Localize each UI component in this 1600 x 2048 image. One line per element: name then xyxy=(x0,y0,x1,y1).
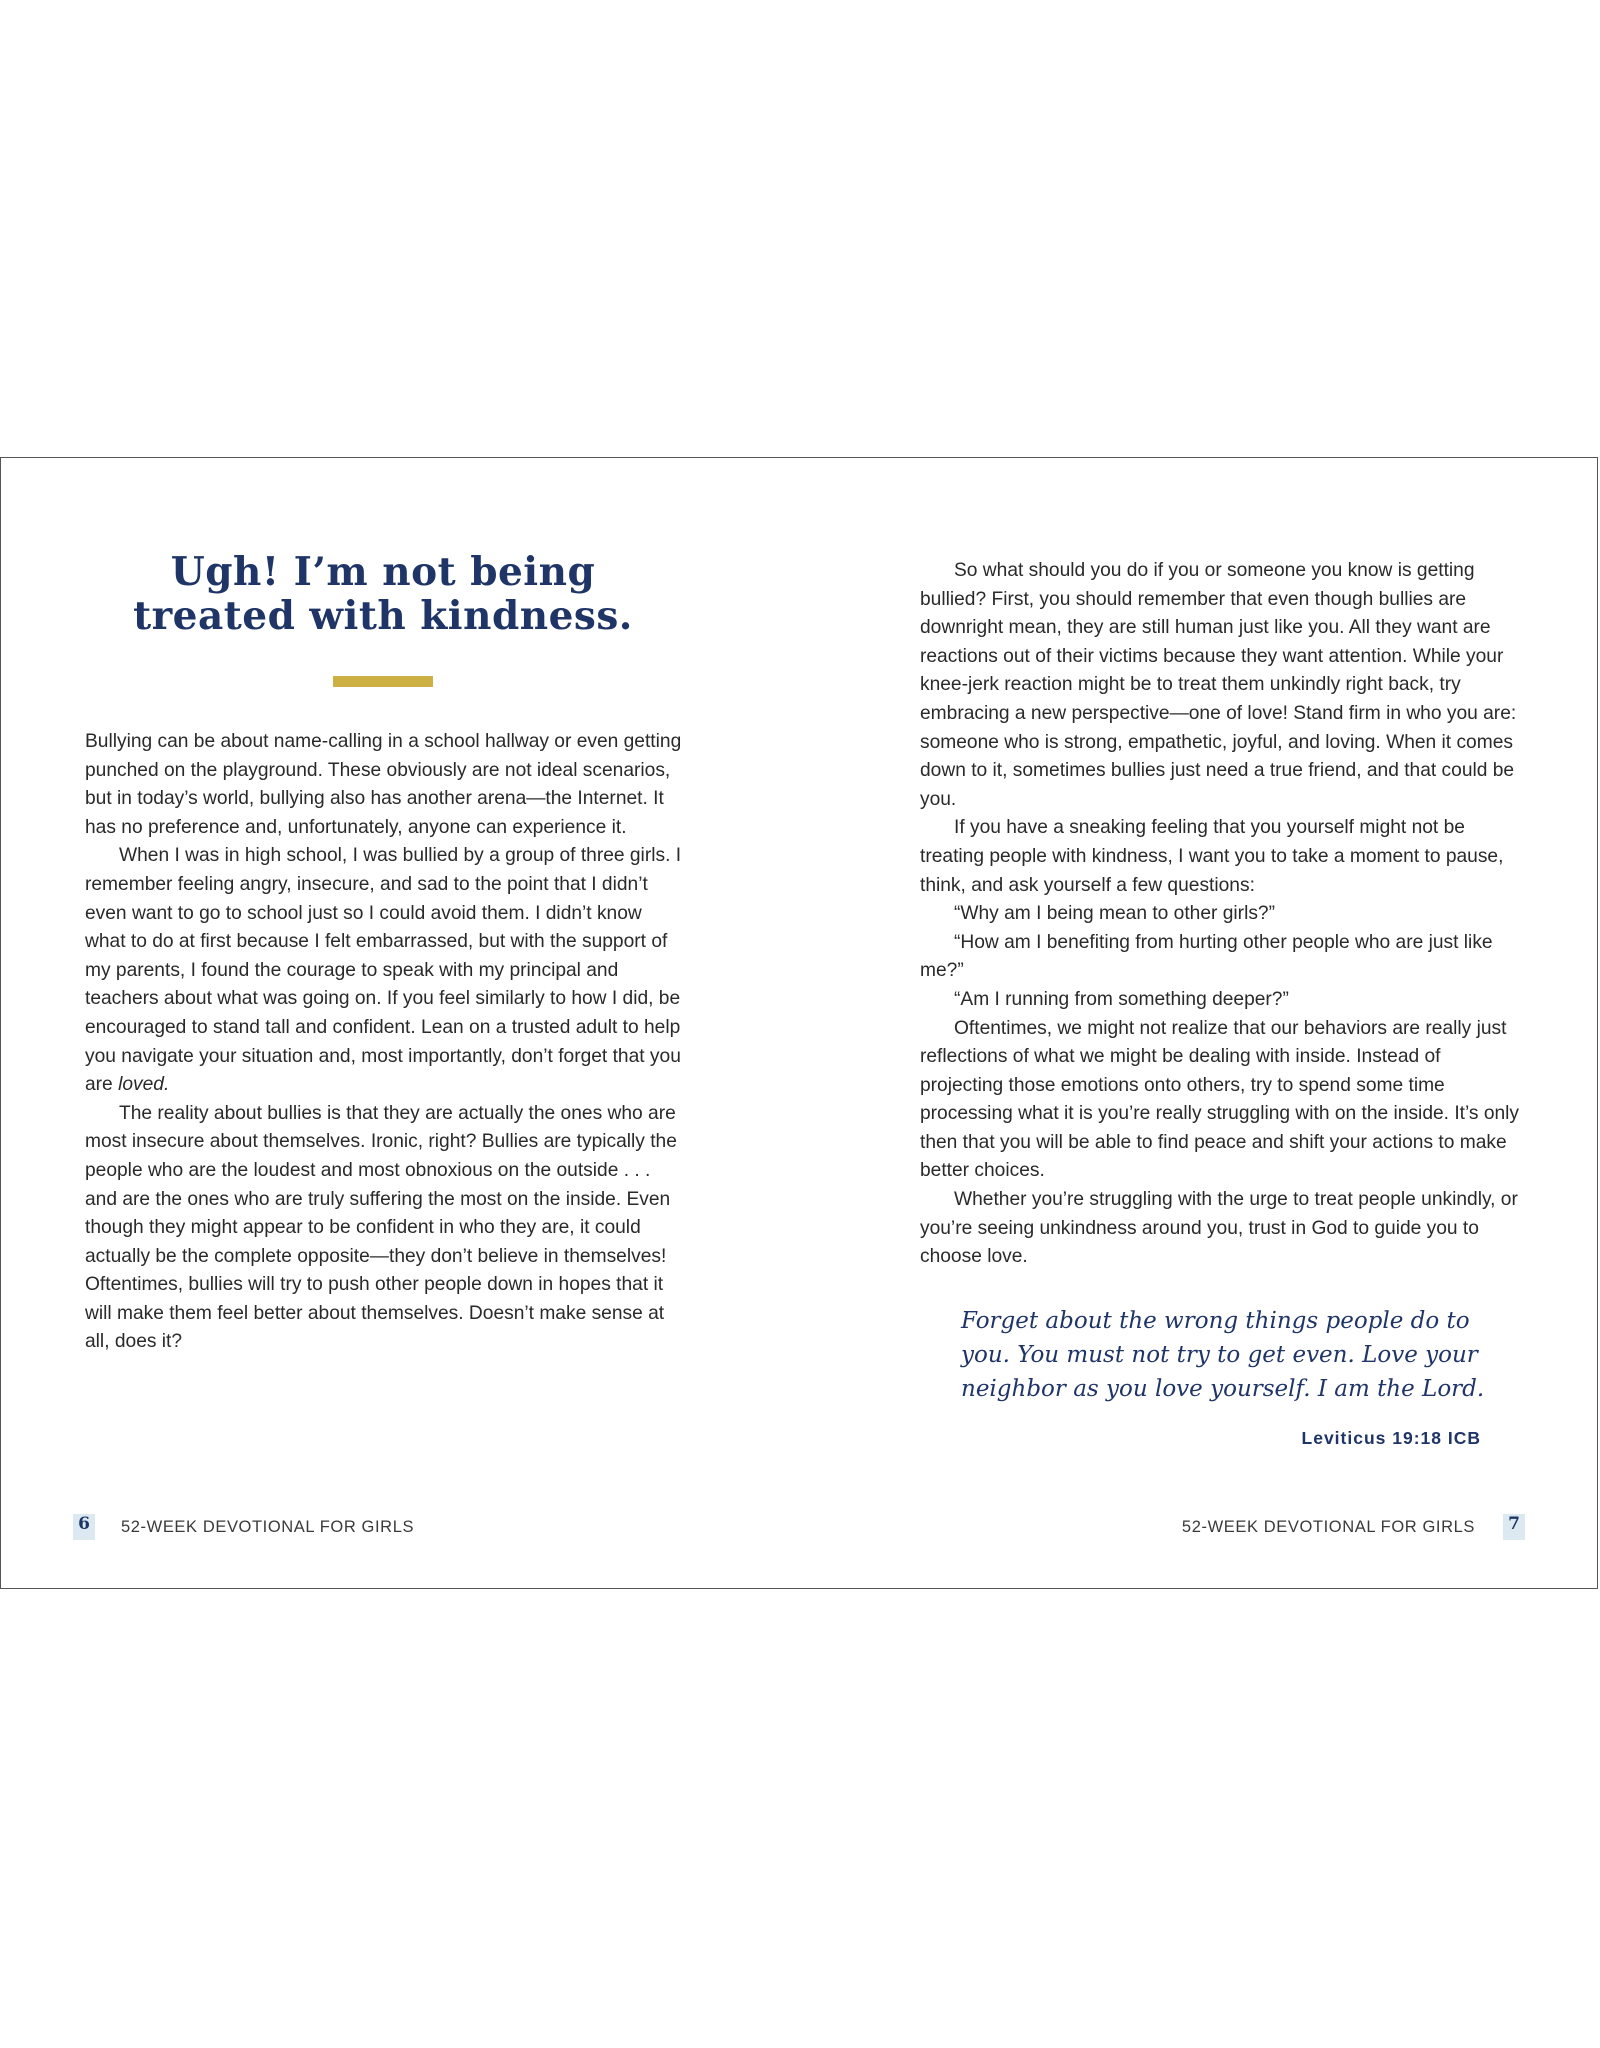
right-body-text xyxy=(920,557,1520,1272)
chapter-title-line-1: Ugh! I’m not being xyxy=(170,549,596,595)
chapter-title xyxy=(85,550,681,638)
chapter-title-line-2: treated with kindness. xyxy=(133,593,633,639)
left-page xyxy=(1,458,801,1588)
paragraph: Whether you’re struggling with the urge to treat people unkindly, or you’re seeing unkindness around you, trust in God to guide you to choose love. xyxy=(920,1189,1518,1268)
right-footer xyxy=(1182,1513,1525,1541)
paragraph: So what should you do if you or someone you know is getting bullied? First, you should remember that even though bullies are downright mean, they are still human just like you. All they want are reactions out of their victims because they want attention. While your knee-jerk reaction might be to treat them unkindly right back, try embracing a new perspective—one of love! Stand firm in who you are: someone who is strong, empathetic, joyful, and loving. When it comes down to it, sometimes bullies just need a true friend, and that could be you. xyxy=(920,560,1517,810)
page-number: 6 xyxy=(73,1514,95,1540)
title-divider xyxy=(333,676,433,687)
paragraph: Bullying can be about name-calling in a school hallway or even getting punched on the playground. These obviously are not ideal scenarios, but in today’s world, bullying also has another arena—the Internet. It has no preference and, unfortunately, anyone can experience it. xyxy=(85,731,682,838)
left-body-text xyxy=(85,728,685,1357)
paragraph: If you have a sneaking feeling that you yourself might not be treating people with kindness, I want you to take a moment to pause, think, and ask yourself a few questions: xyxy=(920,817,1504,896)
question: “Am I running from something deeper?” xyxy=(954,988,1289,1010)
question: “Why am I being mean to other girls?” xyxy=(954,903,1275,925)
scripture-verse: Forget about the wrong things people do to you. You must not try to get even. Love your neighbor as you love yourself. I am the Lord. xyxy=(961,1308,1485,1402)
page-number: 7 xyxy=(1503,1514,1525,1540)
book-spread xyxy=(0,457,1598,1589)
scripture-reference: Leviticus 19:18 ICB xyxy=(1301,1428,1481,1448)
right-page xyxy=(801,458,1599,1588)
running-head: 52-WEEK DEVOTIONAL FOR GIRLS xyxy=(121,1517,415,1536)
running-head: 52-WEEK DEVOTIONAL FOR GIRLS xyxy=(1181,1517,1475,1536)
paragraph: Oftentimes, we might not realize that our behaviors are really just reflections of what we might be dealing with inside. Instead of projecting those emotions onto others, try to spend some time processing what it is you’re really struggling with on the inside. It’s only then that you will be able to find peace and shift your actions to make better choices. xyxy=(920,1017,1520,1182)
paragraph: The reality about bullies is that they are actually the ones who are most insecure about themselves. Ironic, right? Bullies are typically the people who are the loudest and most obnoxious on the outside . . . and are the ones who are truly suffering the most on the inside. Even though they might appear to be confident in who they are, it could actually be the complete opposite—they don’t believe in themselves! Oftentimes, bullies will try to push other people down in hopes that it will make them feel better about themselves. Doesn’t make sense at all, does it? xyxy=(85,1102,677,1353)
left-footer xyxy=(73,1513,414,1541)
emphasis-word: loved. xyxy=(118,1074,170,1096)
paragraph-text: When I was in high school, I was bullied by a group of three girls. I remember feeling angry, insecure, and sad to the point that I didn’t even want to go to school just so I could avoid them. I didn’t know what to do at first because I felt embarrassed, but with the support of my parents, I found the courage to speak with my principal and teachers about what was going on. If you feel similarly to how I did, be encouraged to stand tall and confident. Lean on a trusted adult to help you navigate your situation and, most importantly, don’t forget that you are xyxy=(85,845,682,1096)
question: “How am I benefiting from hurting other people who are just like me?” xyxy=(920,931,1493,982)
paragraph xyxy=(85,842,685,1099)
